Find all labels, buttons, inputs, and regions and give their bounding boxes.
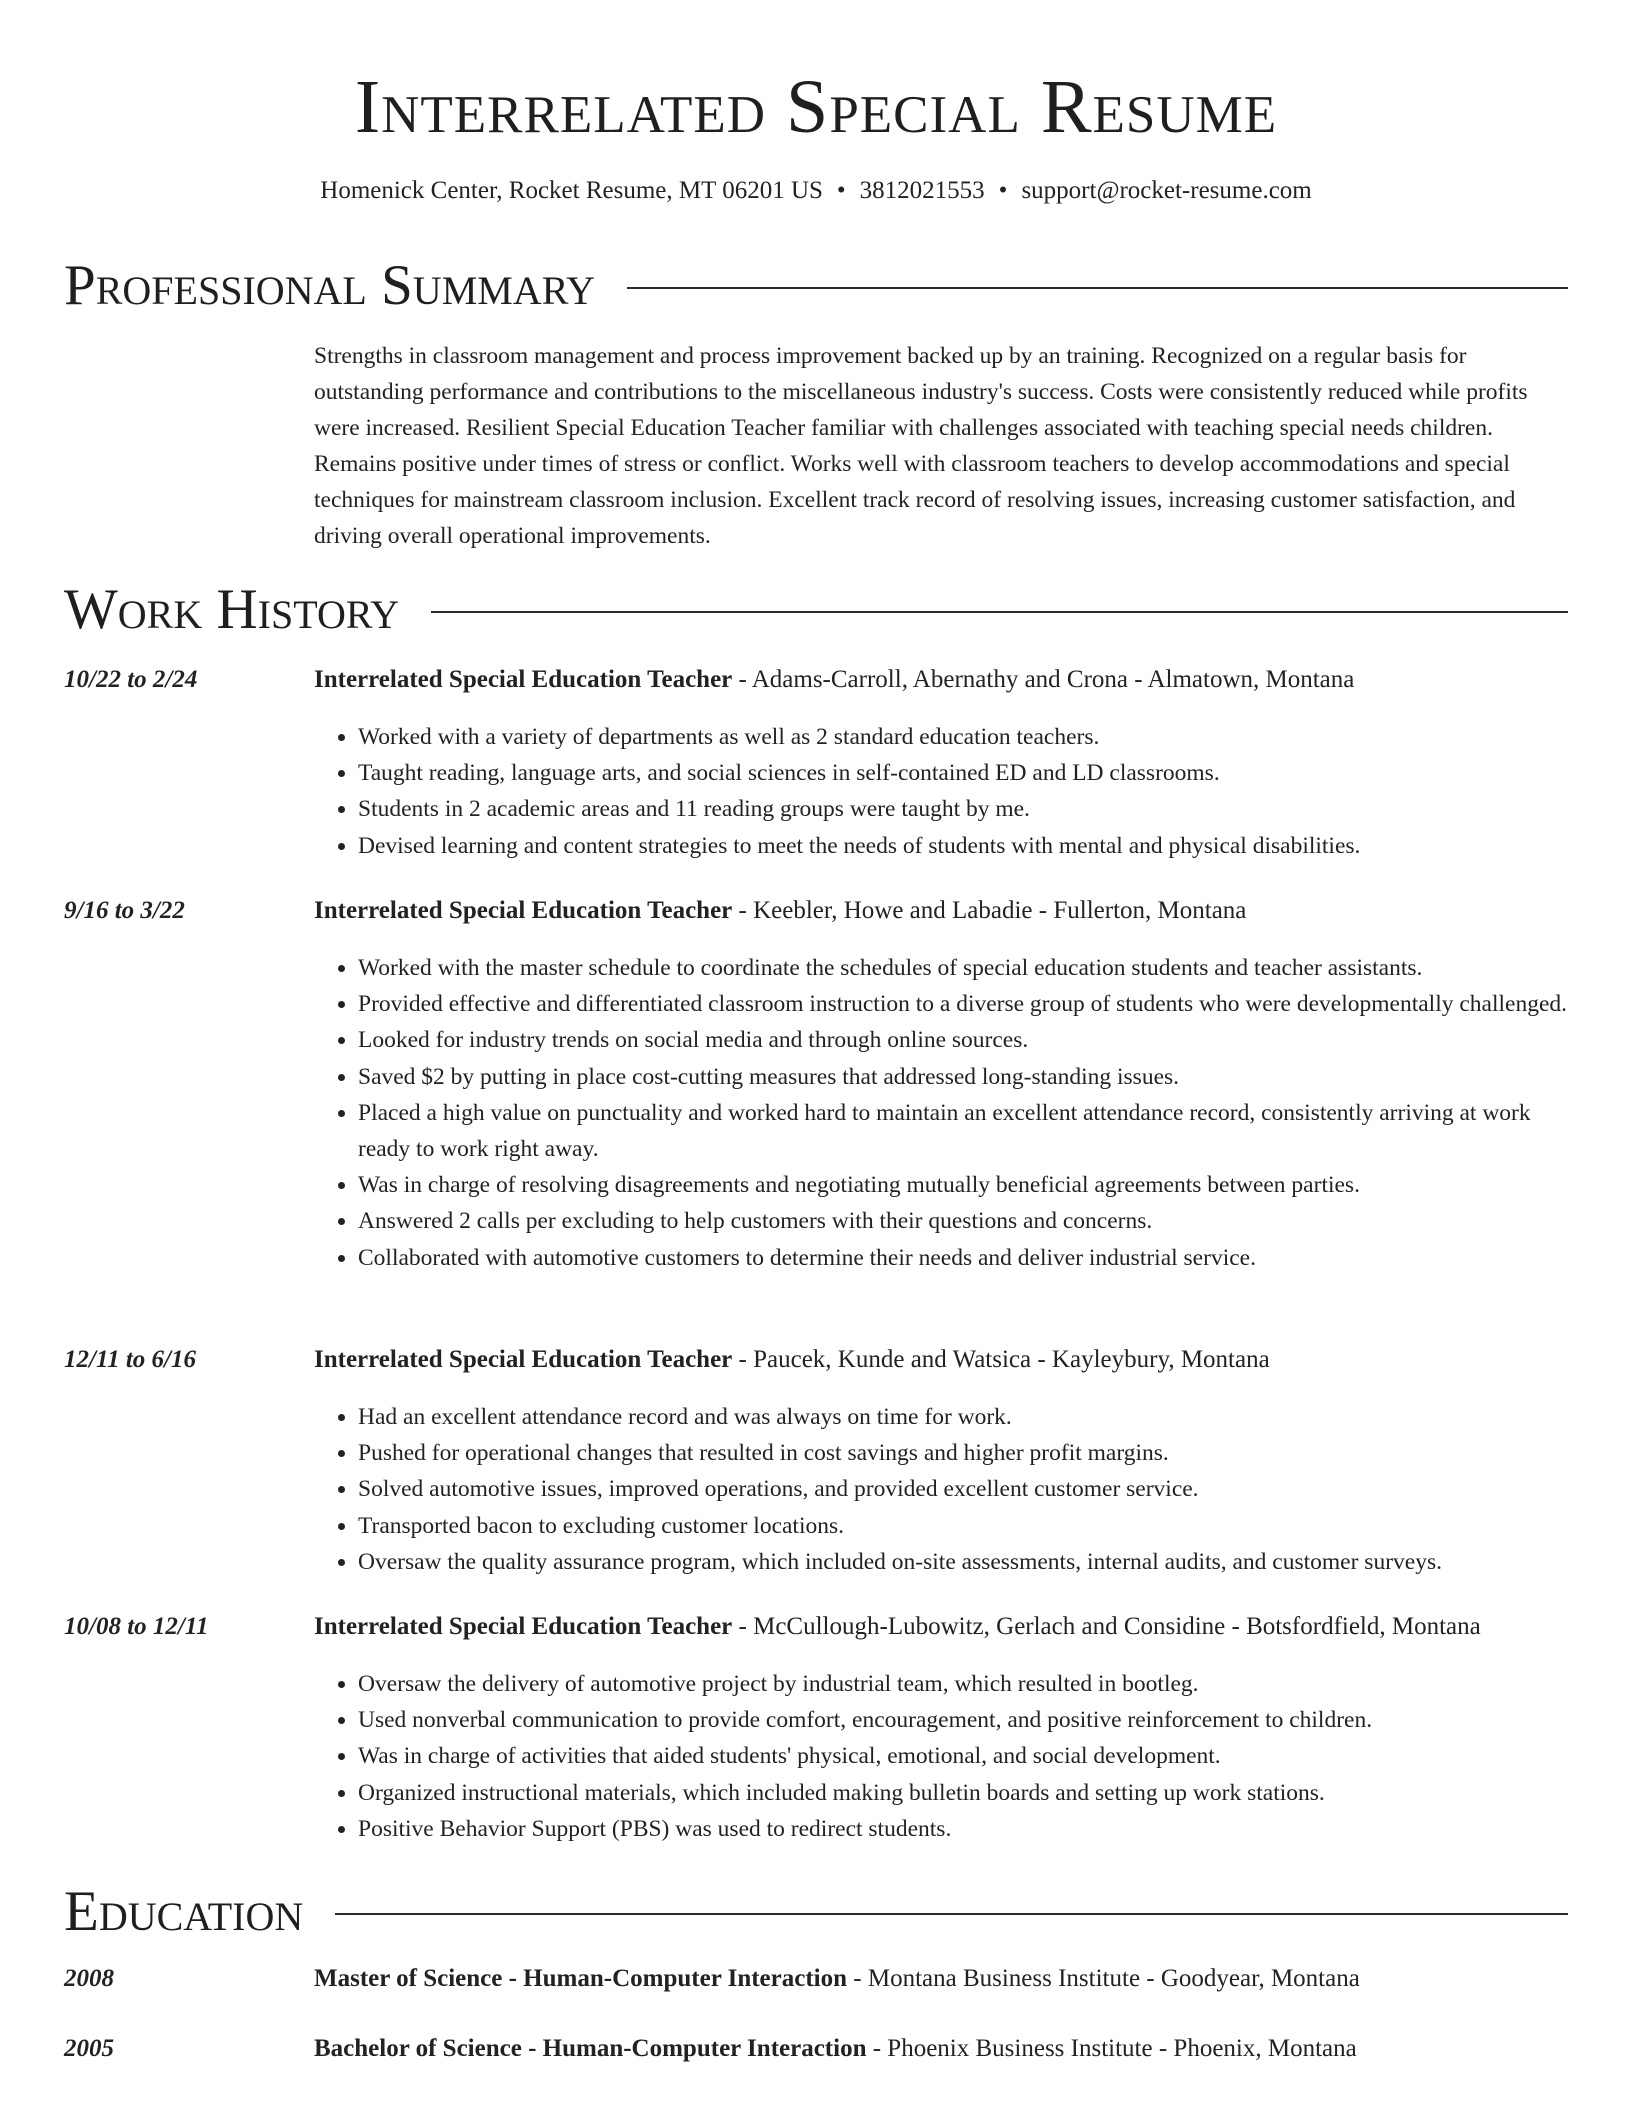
job-dates: 10/22 to 2/24 [64,666,198,693]
job-employer: - McCullough-Lubowitz, Gerlach and Considine - Botsfordfield, Montana [732,1613,1481,1640]
institution: - Montana Business Institute - Goodyear, Montana [847,1965,1360,1992]
bullet-item: • Had an excellent attendance record and was always on time for work. [358,1399,1568,1435]
bullet-item: • Placed a high value on punctuality and worked hard to maintain an excellent attendance record, consistently arriving at work ready to work right away. [358,1095,1568,1167]
work-section-header [64,578,1568,642]
bullet-item: • Pushed for operational changes that resulted in cost savings and higher profit margins. [358,1435,1568,1471]
bullet-item: • Devised learning and content strategies to meet the needs of students with mental and physical disabilities. [358,828,1568,864]
bullet-item: • Was in charge of activities that aided students' physical, emotional, and social development. [358,1738,1568,1774]
education-entry [314,2032,1574,2066]
phone: 3812021553 [859,177,985,204]
education-heading: Education [64,1880,304,1943]
job-heading [314,1343,1574,1377]
education-section-header [64,1880,1568,1944]
bullet-item: • Oversaw the quality assurance program, which included on-site assessments, internal audits, and customer surveys. [358,1544,1568,1580]
bullet-item: • Used nonverbal communication to provide comfort, encouragement, and positive reinforcement to children. [358,1702,1568,1738]
bullet-item: • Worked with the master schedule to coordinate the schedules of special education students and teacher assistants. [358,950,1568,986]
bullet-item: • Transported bacon to excluding customer locations. [358,1508,1568,1544]
bullet-item: • Taught reading, language arts, and social sciences in self-contained ED and LD classrooms. [358,755,1568,791]
education-year: 2005 [64,2035,114,2062]
bullet-item: • Students in 2 academic areas and 11 reading groups were taught by me. [358,791,1568,827]
section-divider [627,287,1568,289]
job-employer: - Paucek, Kunde and Watsica - Kayleybury, Montana [732,1346,1270,1373]
job-heading [314,663,1574,697]
job-employer: - Adams-Carroll, Abernathy and Crona - Almatown, Montana [732,666,1355,693]
institution: - Phoenix Business Institute - Phoenix, Montana [866,2035,1357,2062]
bullet-item: • Oversaw the delivery of automotive project by industrial team, which resulted in bootleg. [358,1666,1568,1702]
job-heading [314,1610,1574,1644]
job-title: Interrelated Special Education Teacher [314,666,733,693]
bullet-item: • Answered 2 calls per excluding to help customers with their questions and concerns. [358,1203,1568,1239]
bullet-item: • Was in charge of resolving disagreements and negotiating mutually beneficial agreements between parties. [358,1167,1568,1203]
work-heading: Work History [64,578,400,641]
separator: • [998,177,1008,204]
job-bullets [314,719,1568,864]
summary-text: Strengths in classroom management and process improvement backed up by an training. Recognized on a regular basis for outstanding performance and contributions to the miscellaneous industry's success. Costs were consistently reduced while profits were increased. Resilient Special Education Teacher familiar with challenges associated with teaching special needs children. Remains positive under times of stress or conflict. Works well with classroom teachers to develop accommodations and special techniques for mainstream classroom inclusion. Excellent track record of resolving issues, increasing customer satisfaction, and driving overall operational improvements. [314,343,1528,549]
bullet-item: • Worked with a variety of departments as well as 2 standard education teachers. [358,719,1568,755]
degree: Master of Science - Human-Computer Interaction [314,1965,848,1992]
bullet-item: • Organized instructional materials, which included making bulletin boards and setting up work stations. [358,1775,1568,1811]
bullet-item: • Saved $2 by putting in place cost-cutting measures that addressed long-standing issues. [358,1059,1568,1095]
job-bullets [314,1666,1568,1847]
job-dates: 12/11 to 6/16 [64,1346,196,1373]
email-link[interactable]: support@rocket-resume.com [1021,177,1312,204]
job-title: Interrelated Special Education Teacher [314,1346,733,1373]
address: Homenick Center, Rocket Resume, MT 06201 US [320,177,823,204]
education-entry [314,1962,1574,1996]
resume-name: Interrelated Special Resume [354,65,1278,149]
separator: • [836,177,846,204]
job-bullets [314,950,1568,1276]
job-employer: - Keebler, Howe and Labadie - Fullerton, Montana [732,897,1247,924]
section-divider [335,1913,1568,1915]
bullet-item: • Positive Behavior Support (PBS) was used to redirect students. [358,1811,1568,1847]
job-dates: 9/16 to 3/22 [64,897,185,924]
contact-line [0,175,1632,207]
job-title: Interrelated Special Education Teacher [314,897,733,924]
job-heading [314,894,1574,928]
section-divider [431,611,1568,613]
bullet-item: • Solved automotive issues, improved operations, and provided excellent customer service. [358,1471,1568,1507]
education-year: 2008 [64,1965,114,1992]
bullet-item: • Looked for industry trends on social media and through online sources. [358,1022,1568,1058]
summary-section-header [64,254,1568,318]
degree: Bachelor of Science - Human-Computer Interaction [314,2035,867,2062]
job-dates: 10/08 to 12/11 [64,1613,209,1640]
bullet-item: • Provided effective and differentiated classroom instruction to a diverse group of students who were developmentally challenged. [358,986,1568,1022]
summary-heading: Professional Summary [64,254,596,317]
job-bullets [314,1399,1568,1580]
bullet-item: • Collaborated with automotive customers to determine their needs and deliver industrial service. [358,1240,1568,1276]
job-title: Interrelated Special Education Teacher [314,1613,733,1640]
